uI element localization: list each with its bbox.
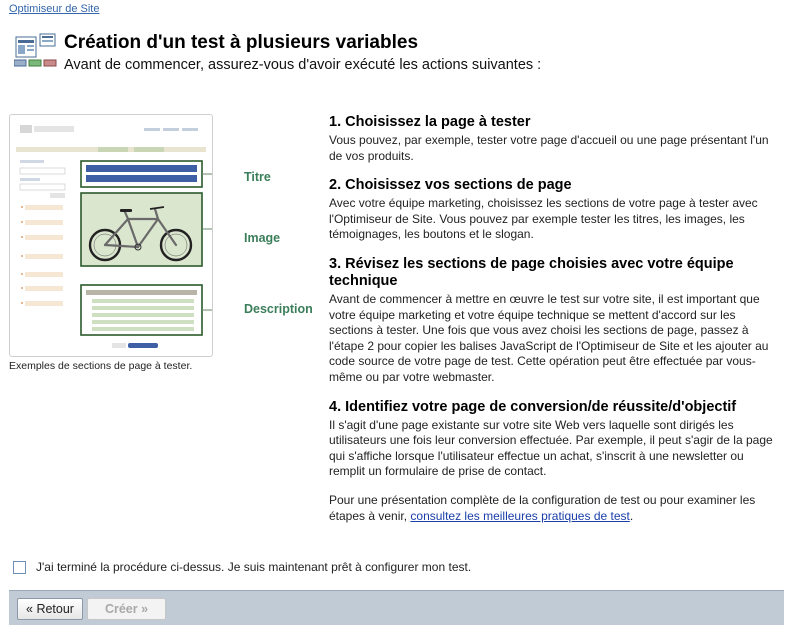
label-image-section: Image bbox=[244, 231, 281, 245]
multivariate-test-icon bbox=[14, 33, 58, 69]
back-button[interactable]: « Retour bbox=[17, 598, 83, 620]
step-body: Vous pouvez, par exemple, tester votre page d'accueil ou une page présentant l'un de vos produits. bbox=[329, 133, 769, 163]
confirm-label[interactable]: J'ai terminé la procédure ci-dessus. Je suis maintenant prêt à configurer mon test. bbox=[36, 560, 472, 574]
illustration-caption: Exemples de sections de page à tester. bbox=[9, 360, 193, 372]
breadcrumb-link[interactable]: Optimiseur de Site bbox=[9, 3, 100, 15]
step-title: 4. Identifiez votre page de conversion/de réussite/d'objectif bbox=[329, 398, 737, 415]
page-subtitle: Avant de commencer, assurez-vous d'avoir exécuté les actions suivantes : bbox=[64, 57, 542, 73]
create-button[interactable]: Créer » bbox=[87, 598, 166, 620]
step-body: Il s'agit d'une page existante sur votre site Web vers laquelle sont dirigés les utilisateurs une fois leur conversion effectuée. Par exemple, il peut s'agir de la page qui s'affiche lorsque l'utilisateur effectue un achat, s'inscrit à une newsletter ou remplit un formulaire de prise de contact. bbox=[329, 417, 773, 479]
button-bar bbox=[9, 590, 784, 625]
page-sections-illustration bbox=[9, 114, 213, 357]
step-3 bbox=[329, 256, 779, 386]
step-2 bbox=[329, 177, 779, 243]
outro-text bbox=[329, 493, 779, 524]
mockup-page-drawing bbox=[10, 115, 212, 356]
step-title: 1. Choisissez la page à tester bbox=[329, 114, 531, 130]
label-description-section: Description bbox=[244, 302, 313, 316]
step-body: Avant de commencer à mettre en œuvre le test sur votre site, il est important que votre équipe marketing et votre équipe technique se mettent d'accord sur les sections à tester. Une fois que vous avez choisi les sections de page, passez à l'étape 2 pour copier les balises JavaScript de l'Optimiseur de Site et les ajouter au code source de votre page de test. Cette opération peut être effectuée par vous-même ou par votre webmaster. bbox=[329, 291, 769, 384]
page-title: Création d'un test à plusieurs variables bbox=[64, 32, 419, 53]
step-1 bbox=[329, 114, 779, 164]
outro-sentence: Pour une présentation complète de la configuration de test ou pour examiner les étapes à venir, bbox=[329, 492, 756, 523]
confirm-checkbox[interactable] bbox=[13, 561, 26, 574]
label-title-section: Titre bbox=[244, 170, 271, 184]
step-4 bbox=[329, 399, 779, 480]
step-title: 3. Révisez les sections de page choisies avec votre équipe technique bbox=[329, 255, 734, 289]
step-title: 2. Choisissez vos sections de page bbox=[329, 177, 572, 194]
best-practices-link[interactable]: consultez les meilleures pratiques de test bbox=[410, 508, 630, 523]
steps-list bbox=[329, 114, 779, 524]
step-body: Avec votre équipe marketing, choisissez les sections de votre page à tester avec l'Optimiseur de Site. Vous pouvez par exemple tester les titres, les images, les témoignages, les boutons et le slogan. bbox=[329, 196, 758, 242]
confirmation-row bbox=[13, 560, 471, 574]
outro-end: . bbox=[629, 508, 634, 523]
